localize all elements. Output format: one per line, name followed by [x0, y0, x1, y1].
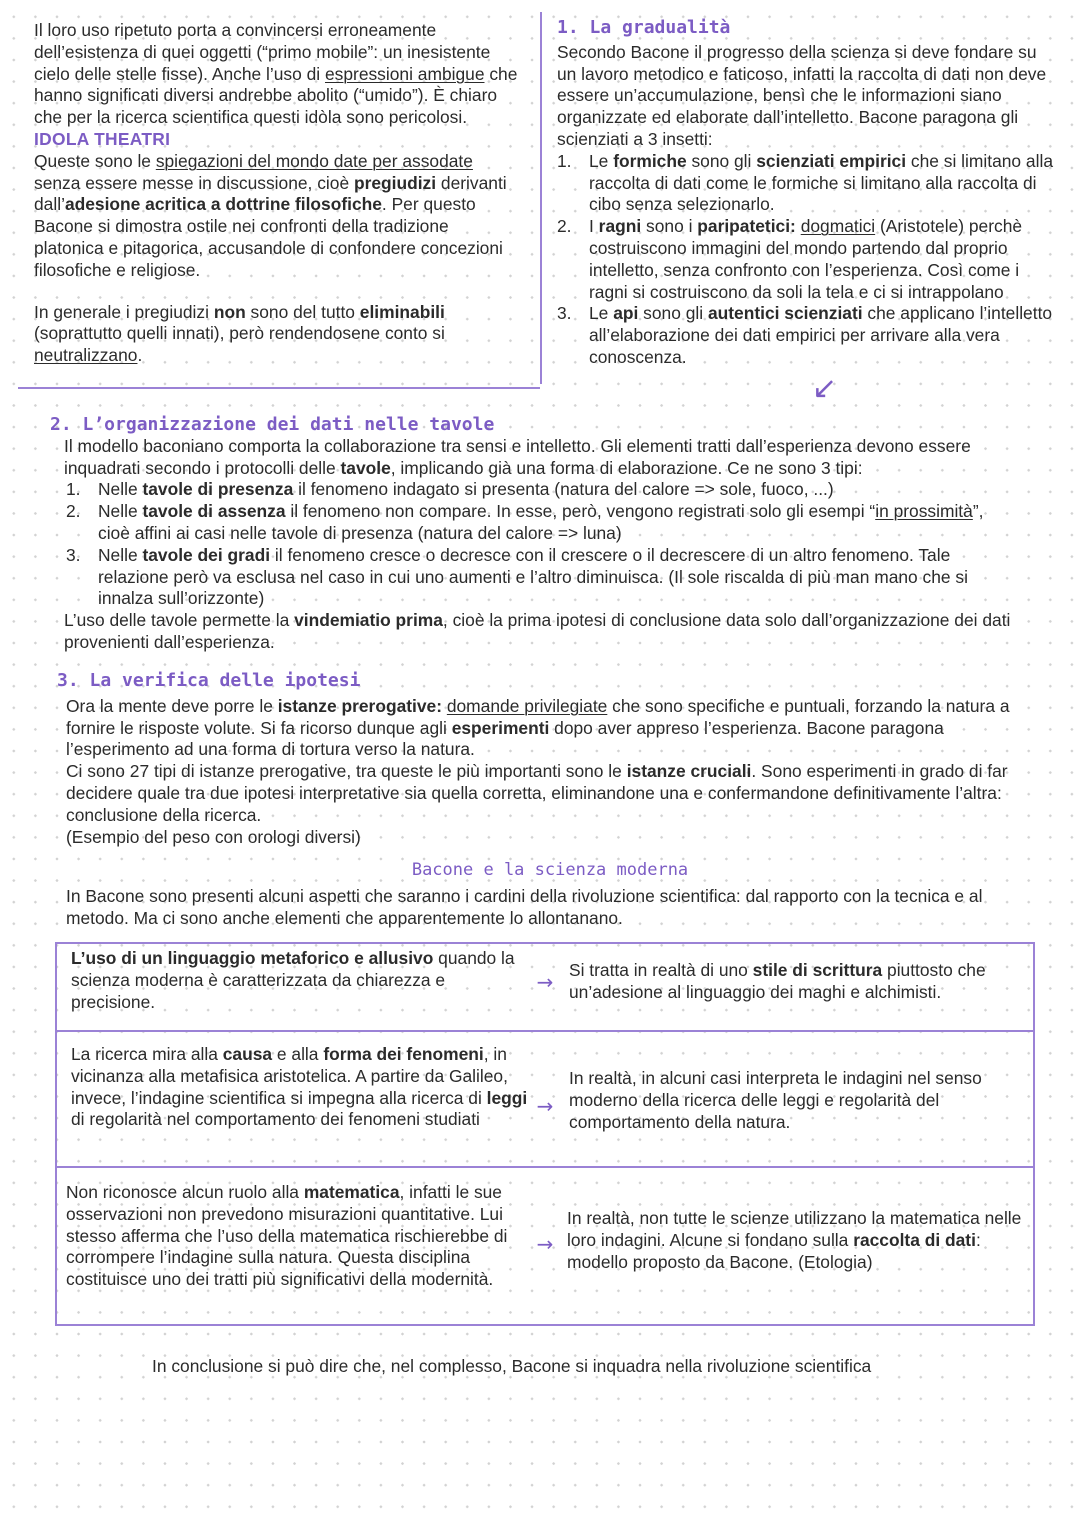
table-cell-left: [71, 948, 533, 1013]
right-column: [557, 17, 1057, 369]
section2: [50, 414, 1040, 654]
list-item: [557, 216, 1057, 303]
top-columns: [0, 0, 1080, 406]
text: sono gli: [638, 303, 708, 324]
left-column-underline: [18, 387, 540, 389]
text: che si limitano alla raccolta di dati come le formiche si limitano alla raccolta di cibo senza selezionarlo.: [589, 150, 1053, 215]
bold-text: tavole di assenza: [142, 501, 286, 522]
bold-text: ragni: [598, 216, 642, 237]
text: . Sono esperimenti in grado di far decidere quale tra due ipotesi interpretative sia quella corretta, eliminandone una e confermandone definitivamente l’altra: conclusione della ricerca.: [66, 761, 1008, 825]
bold-text: adesione acritica a dottrine filosofiche: [64, 194, 382, 215]
comparison-table: [55, 942, 1035, 1326]
insects-list: [557, 151, 1057, 369]
right-arrow-icon: →: [536, 1094, 554, 1118]
underlined-text: dogmatici: [800, 216, 876, 237]
bold-text: eliminabili: [359, 301, 445, 322]
bold-text: raccolta di dati: [853, 1229, 976, 1250]
text: In realtà, non tutte le scienze utilizzano la matematica nelle loro indagini. Alcune si fondano sulla: [567, 1208, 1022, 1250]
section3-title: 3. La verifica delle ipotesi: [57, 670, 361, 691]
list-item: [557, 151, 1057, 216]
text: : modello proposto da Bacone. (Etologia): [567, 1229, 981, 1272]
text: (Aristotele) perchè costruiscono immagini del mondo partendo dal proprio intelletto, senza confronto con l’esperienza. Così come i ragni si costruiscono da soli la tela e ci si intrappolano: [589, 216, 1023, 302]
text: quando la scienza moderna è caratterizzata da chiarezza e precisione.: [71, 948, 515, 1012]
column-divider: [540, 12, 542, 384]
underlined-text: spiegazioni del mondo date per assodate: [155, 150, 473, 171]
underlined-text: in prossimità: [875, 501, 973, 522]
list-item: [66, 479, 1014, 501]
general-paragraph: [34, 302, 518, 367]
bold-text: esperimenti: [451, 717, 550, 738]
idola-fori-paragraph: [34, 20, 518, 129]
text: dopo aver appreso l’esperienza. Bacone paragona l’esperimento ad una forma di tortura verso la natura.: [66, 717, 944, 760]
text: piuttosto che un’adesione al linguaggio dei maghi e alchimisti.: [569, 960, 986, 1002]
table-row: [57, 944, 1033, 1030]
section3-body: [57, 696, 1021, 849]
text: Non riconosce alcun ruolo alla: [66, 1182, 304, 1202]
section2-body: [50, 436, 1014, 654]
text: , implicando già una forma di elaborazione. Ce ne sono 3 tipi:: [390, 457, 863, 478]
text: Si tratta in realtà di uno: [569, 960, 753, 980]
gradualita-intro: Secondo Bacone il progresso della scienza si deve fondare su un lavoro metodico e faticoso, infatti la raccolta di dati non deve essere un’accumulazione, bensì che le informazioni siano organizzate ed elaborate dall’intelletto. Bacone paragona gli scienziati a 3 insetti:: [557, 41, 1047, 149]
table-row: [57, 1166, 1033, 1326]
section2-outro: [64, 610, 1014, 654]
underlined-text: neutralizzano: [34, 345, 138, 366]
bold-text: paripatetici:: [697, 216, 796, 237]
modern-science-intro: In Bacone sono presenti alcuni aspetti che saranno i cardini della rivoluzione scientifica: dal rapporto con la tecnica e al metodo. Ma ci sono anche elementi che apparentemente lo allontanano.: [66, 886, 983, 928]
bold-text: api: [613, 303, 639, 324]
bold-text: formiche: [613, 150, 687, 171]
text: che applicano l’intelletto all’elaborazione dei dati empirici per arrivare alla vera conoscenza.: [589, 303, 1053, 367]
idola-theatri-paragraph: [34, 151, 518, 282]
section3-paragraph1: [66, 696, 1021, 761]
bold-text: vindemiatio prima: [294, 610, 443, 631]
bold-text: scienziati empirici: [756, 150, 907, 171]
right-arrow-icon: →: [536, 970, 554, 994]
section3-paragraph2: [66, 761, 1021, 826]
bold-text: istanze prerogative:: [277, 695, 442, 716]
list-item: [66, 501, 1014, 545]
list-number: 2.: [66, 501, 81, 522]
bold-text: causa: [222, 1044, 273, 1064]
bold-text: istanze cruciali: [626, 761, 752, 782]
bold-text: L’uso di un linguaggio metaforico e allusivo: [71, 948, 434, 968]
text: Queste sono le: [34, 150, 156, 171]
text: sono del tutto: [245, 301, 360, 322]
table-cell-left: [66, 1182, 528, 1291]
text: il fenomeno cresce o decresce con il crescere o il decrescere di un altro fenomeno. Tale relazione però va esclusa nel caso in cui uno aumenti e l’altro diminuisca. (Il sole riscalda di più man mano che si innalza sull’orizzonte): [98, 544, 968, 609]
text: sono i: [641, 216, 698, 237]
curved-arrow-icon: ↙: [812, 371, 838, 406]
conclusion-text: In conclusione si può dire che, nel complesso, Bacone si inquadra nella rivoluzione scientifica: [152, 1356, 872, 1376]
list-number: 2.: [557, 216, 572, 237]
section2-title: 2. L’organizzazione dei dati nelle tavole: [50, 414, 495, 435]
section2-intro: [64, 436, 1014, 480]
text: In generale i pregiudizi: [34, 301, 214, 322]
table-cell-right: [569, 960, 1031, 1004]
bold-text: forma dei fenomeni: [323, 1044, 484, 1064]
text: L’uso delle tavole permette la: [64, 610, 295, 631]
text: Il loro uso ripetuto porta a convincersi erroneamente dell’esistenza di quei oggetti (“primo mobile”: un inesistente cielo delle stelle fisse). Anche l’uso di: [34, 20, 491, 84]
idola-theatri-heading: IDOLA THEATRI: [34, 128, 171, 149]
bold-text: stile di scrittura: [752, 960, 883, 980]
table-cell-left: [71, 1044, 533, 1131]
section3: [57, 670, 1037, 848]
list-number: 3.: [557, 303, 572, 324]
text: che sono specifiche e puntuali, forzando la natura a fornire le risposte volute. Si fa ricorso dunque agli: [66, 695, 1010, 738]
bold-text: non: [213, 301, 246, 322]
list-item: [66, 545, 1014, 610]
text: , in vicinanza alla metafisica aristotelica. A partire da Galileo, invece, l’indagine scientifica si impegna alla ricerca di: [71, 1044, 508, 1108]
text: Le: [589, 150, 614, 171]
text: Nelle: [98, 501, 143, 522]
text: .: [137, 345, 143, 366]
list-number: 1.: [557, 150, 572, 171]
right-arrow-icon: →: [536, 1232, 554, 1256]
underlined-text: domande privilegiate: [446, 695, 608, 716]
text: Nelle: [98, 479, 143, 500]
list-number: 1.: [66, 479, 81, 500]
text: Nelle: [98, 544, 143, 565]
bold-text: tavole di presenza: [142, 479, 294, 500]
text: , cioè la prima ipotesi di conclusione data solo dall’organizzazione dei dati provenienti dall’esperienza.: [64, 610, 1011, 652]
modern-science-title: Bacone e la scienza moderna: [411, 860, 689, 880]
text: sono gli: [686, 150, 757, 171]
text: Ora la mente deve porre le: [66, 695, 278, 716]
text: il fenomeno non compare. In esse, però, vengono registrati solo gli esempi “: [285, 501, 876, 522]
left-column: [34, 20, 518, 367]
bold-text: pregiudizi: [353, 172, 437, 193]
list-number: 3.: [66, 544, 81, 565]
text: il fenomeno indagato si presenta (natura del calore => sole, fuoco, ...): [293, 479, 834, 500]
table-row: [57, 1030, 1033, 1168]
text: di regolarità nel comportamento dei fenomeni studiati: [71, 1109, 480, 1130]
bold-text: tavole: [340, 457, 391, 478]
table-cell-right: In realtà, in alcuni casi interpreta le indagini nel senso moderno della ricerca delle leggi e regolarità del comportamento della natura.: [569, 1068, 982, 1132]
text: che hanno significati diversi andrebbe abolito (“umido”). È chiaro che per la ricerca scientifica questi idòla sono pericolosi.: [34, 63, 518, 128]
tables-list: [64, 479, 1014, 610]
text: Ci sono 27 tipi di istanze prerogative, tra queste le più importanti sono le: [66, 761, 627, 782]
text: e alla: [272, 1044, 324, 1064]
list-item: [557, 303, 1057, 368]
bold-text: autentici scienziati: [707, 303, 863, 324]
text: (soprattutto quelli innati), però rendendosene conto si: [34, 323, 445, 344]
text: derivanti dall’: [34, 172, 507, 215]
text: Le: [589, 303, 614, 324]
text: senza essere messe in discussione, cioè: [34, 172, 354, 193]
underlined-text: espressioni ambigue: [324, 63, 485, 84]
text: Il modello baconiano comporta la collaborazione tra sensi e intelletto. Gli elementi tratti dall’esperienza devono essere inquadrati secondo i protocolli delle: [64, 435, 971, 478]
text: ”, cioè affini ai casi nelle tavole di presenza (natura del calore => luna): [98, 501, 984, 543]
text: , infatti le sue osservazioni non prevedono misurazioni quantitative. Lui stesso afferma che l’uso della matematica rischierebbe di corrompere l’indagine sulla natura. Questa disciplina costituisce uno dei tratti più significativi della modernità.: [66, 1182, 508, 1290]
table-cell-right: [567, 1208, 1029, 1273]
bold-text: matematica: [303, 1182, 400, 1202]
section1-title: 1. La gradualità: [557, 17, 731, 38]
section3-example: (Esempio del peso con orologi diversi): [66, 826, 361, 847]
bold-text: tavole dei gradi: [142, 544, 271, 565]
text: La ricerca mira alla: [71, 1044, 223, 1064]
bold-text: leggi: [486, 1087, 528, 1108]
text: I: [589, 216, 599, 237]
text: . Per questo Bacone si dimostra ostile nei confronti della tradizione platonica e pitagorica, accusandole di confondere concezioni filosofiche e religiose.: [34, 194, 503, 280]
